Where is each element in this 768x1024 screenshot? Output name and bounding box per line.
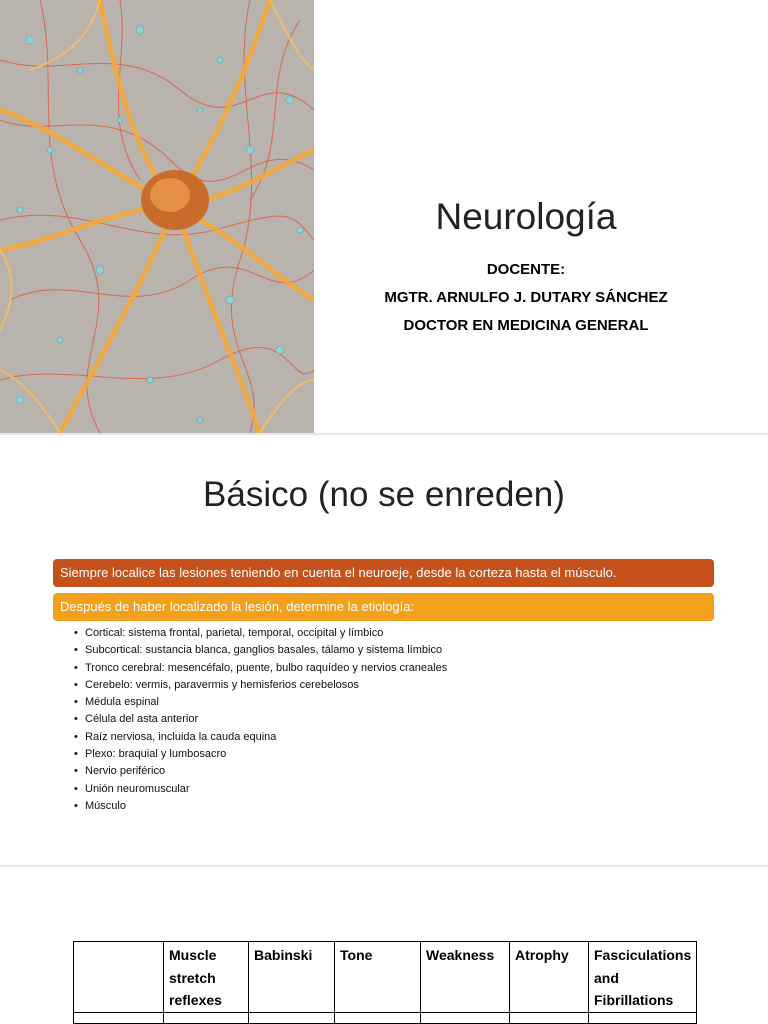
list-item: • Raíz nerviosa, incluida la cauda equina (74, 729, 447, 746)
title-slide (0, 0, 768, 433)
table-cell (249, 1012, 335, 1023)
docente-degree: DOCTOR EN MEDICINA GENERAL (403, 317, 649, 334)
table-cell (510, 1012, 589, 1023)
list-item: • Célula del asta anterior (74, 711, 447, 728)
table-header-cell: Muscle stretch reflexes (164, 942, 249, 1013)
table-header-row (74, 942, 697, 1013)
list-item: • Subcortical: sustancia blanca, ganglios basales, tálamo y sistema límbico (74, 642, 447, 659)
localize-lesions-bar: Siempre localice las lesiones teniendo en cuenta el neuroeje, desde la corteza hasta el músculo. (53, 559, 714, 587)
table-row (74, 1012, 697, 1023)
comparison-table-slide (0, 865, 768, 1024)
table-cell (74, 1012, 164, 1023)
title-block (314, 0, 768, 433)
table-header-cell: Tone (335, 942, 421, 1013)
list-item: • Músculo (74, 798, 447, 815)
table-cell (421, 1012, 510, 1023)
table-cell (164, 1012, 249, 1023)
list-item: • Unión neuromuscular (74, 781, 447, 798)
lesion-levels-list (74, 625, 447, 815)
slide-title: Básico (no se enreden) (203, 475, 565, 514)
list-item: • Tronco cerebral: mesencéfalo, puente, bulbo raquídeo y nervios craneales (74, 660, 447, 677)
list-item: • Nervio periférico (74, 763, 447, 780)
list-item: • Cerebelo: vermis, paravermis y hemisferios cerebelosos (74, 677, 447, 694)
table-header-cell: Atrophy (510, 942, 589, 1013)
table-cell (335, 1012, 421, 1023)
etiology-bar: Después de haber localizado la lesión, determine la etiología: (53, 593, 714, 621)
list-item: • Médula espinal (74, 694, 447, 711)
list-item: • Plexo: braquial y lumbosacro (74, 746, 447, 763)
basics-slide (0, 433, 768, 865)
list-item: • Cortical: sistema frontal, parietal, temporal, occipital y límbico (74, 625, 447, 642)
table-header-cell: Fasciculations and Fibrillations (589, 942, 697, 1013)
table-header-cell (74, 942, 164, 1013)
table-cell (589, 1012, 697, 1023)
slide-title: Neurología (435, 196, 617, 237)
docente-name: MGTR. ARNULFO J. DUTARY SÁNCHEZ (384, 289, 668, 306)
docente-label: DOCENTE: (486, 261, 566, 278)
comparison-table (73, 941, 697, 1024)
table-header-cell: Babinski (249, 942, 335, 1013)
table-header-cell: Weakness (421, 942, 510, 1013)
neuron-illustration (0, 0, 314, 433)
